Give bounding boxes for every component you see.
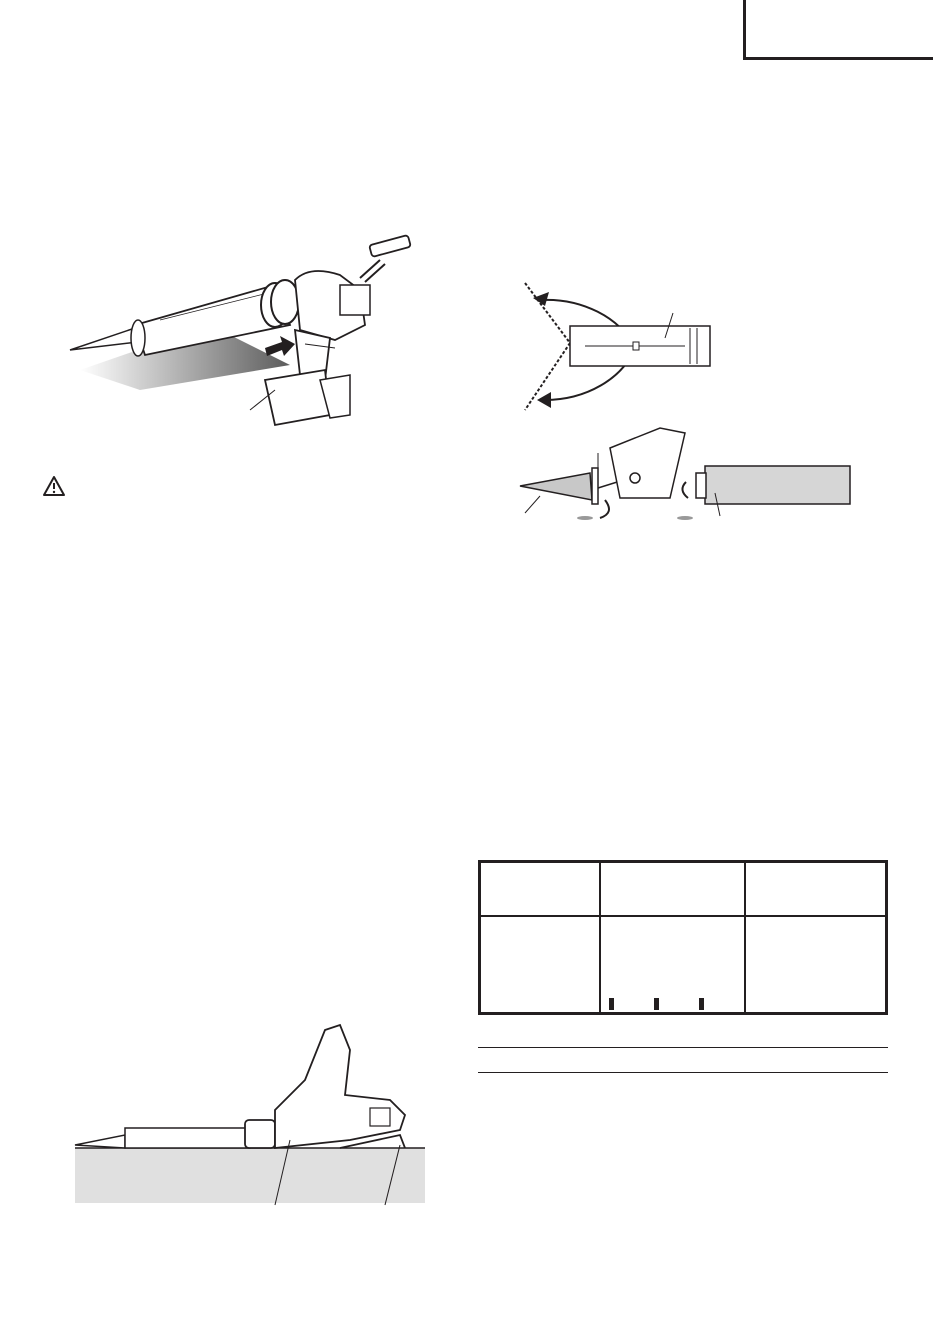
indicator-mark (654, 998, 659, 1010)
figure-caulk-gun-battery (60, 230, 440, 440)
divider-line (478, 1047, 888, 1048)
divider-line (478, 1072, 888, 1073)
figure-gun-on-surface (70, 1020, 430, 1215)
figure-nozzle-cutting (510, 418, 855, 528)
table-row-divider (481, 915, 885, 917)
page-corner-tab (743, 0, 933, 60)
table-column-divider (599, 863, 601, 1012)
indicator-table (478, 860, 888, 1015)
table-column-divider (744, 863, 746, 1012)
figure-cartridge-rotation (515, 278, 715, 413)
indicator-mark (609, 998, 614, 1010)
indicator-mark (699, 998, 704, 1010)
warning-triangle-icon (42, 475, 66, 497)
